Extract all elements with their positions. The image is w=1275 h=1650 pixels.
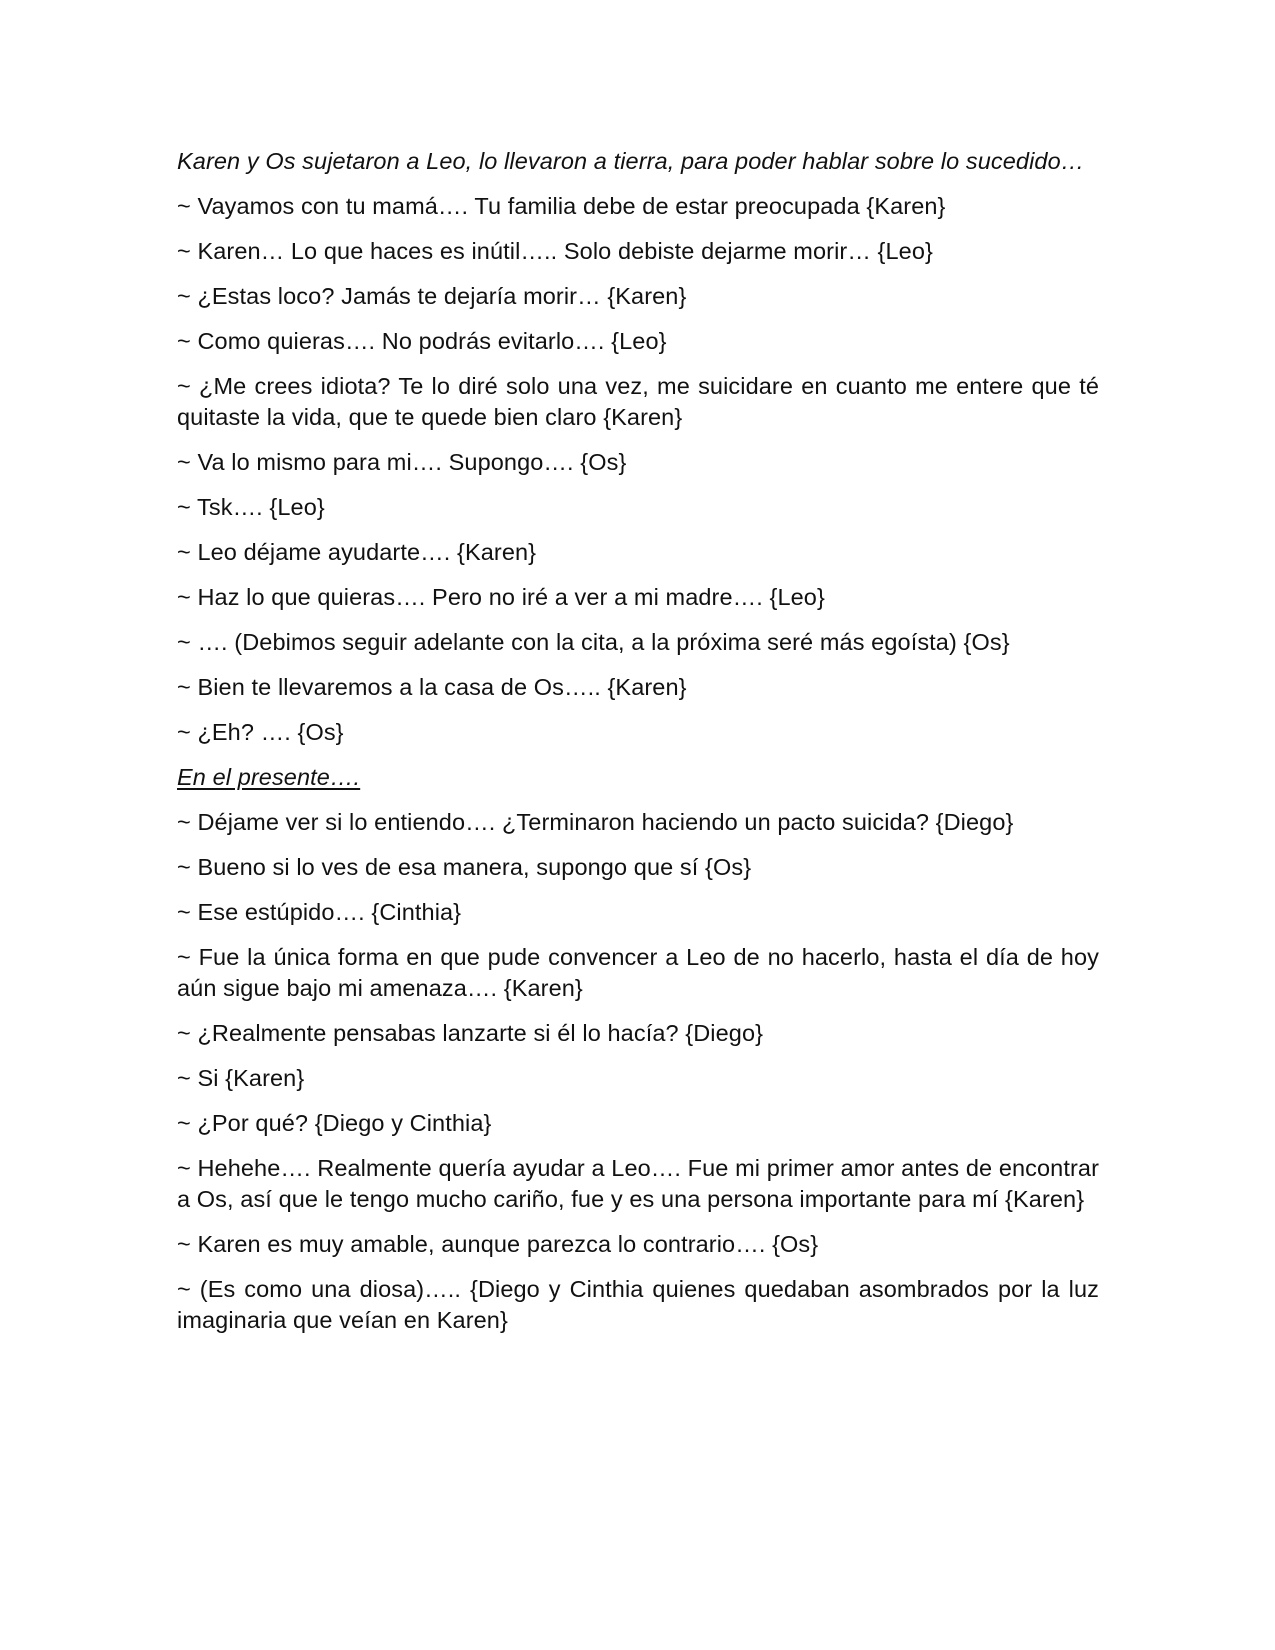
dialogue-line: ~ Haz lo que quieras…. Pero no iré a ver a mi madre…. {Leo} bbox=[177, 584, 825, 610]
dialogue-line: ~ ¿Realmente pensabas lanzarte si él lo hacía? {Diego} bbox=[177, 1020, 764, 1046]
dialogue-line: ~ Vayamos con tu mamá…. Tu familia debe de estar preocupada {Karen} bbox=[177, 193, 946, 219]
dialogue-line: ~ Hehehe…. Realmente quería ayudar a Leo…. Fue mi primer amor antes de encontrar a Os, así que le tengo mucho cariño, fue y es una persona importante para mí {Karen} bbox=[177, 1155, 1099, 1212]
dialogue-line: ~ Tsk…. {Leo} bbox=[177, 494, 325, 520]
dialogue-line: ~ (Es como una diosa)….. {Diego y Cinthia quienes quedaban asombrados por la luz imaginaria que veían en Karen} bbox=[177, 1276, 1099, 1333]
section-heading: En el presente…. bbox=[177, 764, 361, 790]
dialogue-line: ~ Ese estúpido…. {Cinthia} bbox=[177, 899, 462, 925]
dialogue-line: ~ Leo déjame ayudarte…. {Karen} bbox=[177, 539, 537, 565]
dialogue-line: ~ Bien te llevaremos a la casa de Os….. {Karen} bbox=[177, 674, 687, 700]
dialogue-line: ~ Si {Karen} bbox=[177, 1065, 305, 1091]
dialogue-line: ~ Bueno si lo ves de esa manera, supongo que sí {Os} bbox=[177, 854, 752, 880]
dialogue-line: ~ …. (Debimos seguir adelante con la cita, a la próxima seré más egoísta) {Os} bbox=[177, 629, 1010, 655]
dialogue-line: ~ Karen es muy amable, aunque parezca lo contrario…. {Os} bbox=[177, 1231, 819, 1257]
dialogue-line: ~ Como quieras…. No podrás evitarlo…. {Leo} bbox=[177, 328, 667, 354]
narration-paragraph: Karen y Os sujetaron a Leo, lo llevaron a tierra, para poder hablar sobre lo sucedido… bbox=[177, 148, 1085, 174]
dialogue-line: ~ ¿Eh? …. {Os} bbox=[177, 719, 344, 745]
dialogue-line: ~ Déjame ver si lo entiendo…. ¿Terminaron haciendo un pacto suicida? {Diego} bbox=[177, 809, 1014, 835]
dialogue-line: ~ Karen… Lo que haces es inútil….. Solo debiste dejarme morir… {Leo} bbox=[177, 238, 933, 264]
dialogue-line: ~ ¿Me crees idiota? Te lo diré solo una vez, me suicidare en cuanto me entere que té quitaste la vida, que te quede bien claro {Karen} bbox=[177, 373, 1099, 430]
dialogue-line: ~ ¿Estas loco? Jamás te dejaría morir… {Karen} bbox=[177, 283, 687, 309]
document-body bbox=[177, 146, 1099, 1350]
dialogue-line: ~ ¿Por qué? {Diego y Cinthia} bbox=[177, 1110, 492, 1136]
dialogue-line: ~ Fue la única forma en que pude convencer a Leo de no hacerlo, hasta el día de hoy aún sigue bajo mi amenaza…. {Karen} bbox=[177, 944, 1099, 1001]
dialogue-line: ~ Va lo mismo para mi…. Supongo…. {Os} bbox=[177, 449, 627, 475]
